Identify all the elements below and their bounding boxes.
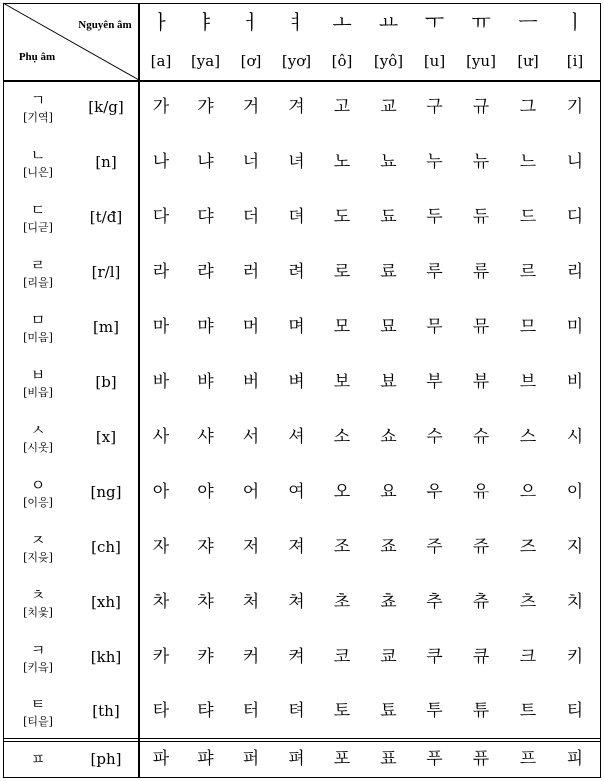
syllable-cell: 츠 (519, 592, 537, 612)
syllable-cell: 어 (242, 482, 260, 502)
syllable-cell: 야 (197, 482, 214, 502)
consonant-romanization: [kh] (90, 648, 122, 666)
syllable-cell: 더 (242, 207, 260, 227)
syllable-cell: 샤 (197, 427, 214, 447)
syllable-cell: 텨 (288, 701, 305, 721)
syllable-cell: 므 (519, 317, 537, 337)
syllable-cell: 파 (152, 749, 170, 769)
syllable-cell: 탸 (197, 701, 214, 721)
consonant-name: [리을] (23, 275, 53, 289)
syllable-cell: 포 (333, 749, 351, 769)
syllable-cell: 크 (519, 647, 537, 667)
syllable-cell: 고 (333, 97, 351, 117)
syllable-cell: 라 (152, 262, 170, 282)
syllable-cell: 다 (152, 207, 170, 227)
syllable-cell: 노 (333, 152, 351, 172)
syllable-cell: 규 (472, 97, 490, 117)
consonant-jamo: ㅋ (30, 640, 46, 659)
syllable-cell: 푸 (426, 749, 443, 769)
consonant-cell (3, 80, 73, 135)
syllable-cell: 추 (426, 592, 443, 612)
syllable-cell: 나 (152, 152, 170, 172)
syllable-cell: 프 (519, 749, 537, 769)
syllable-cell: 조 (333, 537, 351, 557)
vowel-romanization: [ơ] (240, 52, 262, 70)
syllable-cell: 자 (152, 537, 170, 557)
vowel-jamo: ㅠ (471, 10, 491, 34)
syllable-cell: 느 (519, 152, 537, 172)
vowel-jamo: ㅑ (195, 10, 216, 34)
syllable-cell: 이 (566, 482, 584, 502)
separator-rule-bottom (3, 741, 600, 742)
syllable-cell: 브 (519, 372, 537, 392)
syllable-cell: 투 (426, 701, 443, 721)
vowel-romanization: [ư] (517, 52, 539, 70)
syllable-cell: 쥬 (472, 537, 490, 557)
syllable-cell: 퓨 (472, 749, 490, 769)
hangul-syllable-table (3, 3, 601, 778)
consonant-name: [이응] (23, 495, 53, 509)
consonant-cell (3, 245, 73, 300)
syllable-cell: 스 (519, 427, 537, 447)
syllable-cell: 지 (566, 537, 584, 557)
syllable-cell: 캬 (197, 647, 214, 667)
consonant-cell (3, 135, 73, 190)
syllable-cell: 뮤 (472, 317, 490, 337)
syllable-cell: 벼 (288, 372, 305, 392)
syllable-cell: 수 (426, 427, 443, 447)
vowel-jamo: ㅜ (424, 10, 445, 34)
vowel-jamo: ㅓ (241, 10, 261, 34)
consonant-romanization: [xh] (91, 593, 121, 611)
consonant-romanization: [k/g] (88, 98, 124, 116)
syllable-cell: 기 (566, 97, 584, 117)
syllable-cell: 사 (152, 427, 170, 447)
consonant-jamo: ㅊ (30, 585, 46, 604)
syllable-cell: 무 (426, 317, 443, 337)
syllable-cell: 가 (152, 97, 170, 117)
consonant-header-label: Phụ âm (18, 50, 56, 63)
consonant-cell (3, 630, 73, 685)
syllable-cell: 츄 (472, 592, 490, 612)
syllable-cell: 터 (242, 701, 260, 721)
consonant-jamo: ㅌ (30, 694, 46, 713)
consonant-name: [디귿] (23, 220, 53, 234)
consonant-jamo: ㅁ (30, 310, 46, 329)
syllable-cell: 뇨 (380, 152, 397, 172)
consonant-name: [지읒] (23, 550, 53, 564)
syllable-cell: 뉴 (472, 152, 490, 172)
syllable-cell: 여 (288, 482, 305, 502)
syllable-cell: 오 (333, 482, 351, 502)
consonant-jamo: ㄹ (30, 255, 46, 274)
syllable-cell: 뎌 (288, 207, 305, 227)
syllable-cell: 슈 (472, 427, 490, 447)
syllable-cell: 켜 (288, 647, 305, 667)
syllable-cell: 쵸 (380, 592, 397, 612)
vowel-jamo: ㅕ (286, 10, 307, 34)
syllable-cell: 퍄 (197, 749, 214, 769)
vowel-jamo: ㅏ (151, 10, 171, 34)
consonant-cell (3, 743, 73, 776)
syllable-cell: 뷰 (472, 372, 490, 392)
syllable-cell: 커 (242, 647, 260, 667)
syllable-cell: 큐 (472, 647, 490, 667)
syllable-cell: 차 (152, 592, 170, 612)
syllable-cell: 비 (566, 372, 584, 392)
syllable-cell: 냐 (197, 152, 214, 172)
syllable-cell: 구 (426, 97, 443, 117)
syllable-cell: 두 (426, 207, 443, 227)
vowel-romanization: [i] (566, 52, 584, 70)
syllable-cell: 처 (242, 592, 260, 612)
syllable-cell: 녀 (288, 152, 305, 172)
vowel-jamo: ㅡ (518, 10, 538, 34)
consonant-cell (3, 685, 73, 738)
separator-rule-top (3, 738, 600, 739)
consonant-name: [비읍] (23, 385, 53, 399)
syllable-cell: 머 (242, 317, 260, 337)
syllable-cell: 표 (380, 749, 397, 769)
syllable-cell: 셔 (288, 427, 305, 447)
syllable-cell: 티 (566, 701, 584, 721)
consonant-jamo: ㄷ (30, 200, 46, 219)
consonant-cell (3, 300, 73, 355)
syllable-cell: 드 (519, 207, 537, 227)
consonant-jamo: ㄴ (30, 145, 46, 164)
syllable-cell: 며 (288, 317, 305, 337)
syllable-cell: 듀 (472, 207, 490, 227)
syllable-cell: 도 (333, 207, 351, 227)
syllable-cell: 즈 (519, 537, 537, 557)
syllable-cell: 려 (288, 262, 305, 282)
syllable-cell: 루 (426, 262, 443, 282)
syllable-cell: 쟈 (197, 537, 214, 557)
consonant-romanization: [th] (92, 702, 120, 720)
syllable-cell: 트 (519, 701, 537, 721)
syllable-cell: 코 (333, 647, 351, 667)
syllable-cell: 리 (566, 262, 584, 282)
syllable-cell: 툐 (380, 701, 397, 721)
consonant-jamo: ㅇ (30, 475, 46, 494)
syllable-cell: 마 (152, 317, 170, 337)
syllable-cell: 그 (519, 97, 537, 117)
vowel-jamo: ㅛ (378, 10, 399, 34)
syllable-cell: 치 (566, 592, 584, 612)
syllable-cell: 부 (426, 372, 443, 392)
syllable-cell: 로 (333, 262, 351, 282)
consonant-romanization: [ph] (90, 750, 122, 768)
syllable-cell: 쿄 (380, 647, 397, 667)
syllable-cell: 겨 (288, 97, 305, 117)
consonant-romanization: [t/đ] (89, 208, 123, 226)
vowel-jamo: ㅗ (332, 10, 352, 34)
consonant-romanization: [n] (95, 153, 117, 171)
syllable-cell: 우 (426, 482, 443, 502)
consonant-name: [치읓] (23, 605, 53, 619)
vowel-romanization: [a] (150, 52, 172, 70)
syllable-cell: 교 (380, 97, 397, 117)
vowel-romanization: [yơ] (281, 52, 312, 70)
vowel-romanization: [yô] (373, 52, 404, 70)
syllable-cell: 누 (426, 152, 443, 172)
vowel-romanization: [ô] (331, 52, 353, 70)
vowel-jamo: ㅣ (565, 10, 585, 34)
syllable-cell: 버 (242, 372, 260, 392)
syllable-cell: 보 (333, 372, 351, 392)
syllable-cell: 펴 (288, 749, 305, 769)
syllable-cell: 묘 (380, 317, 397, 337)
syllable-cell: 댜 (197, 207, 214, 227)
syllable-cell: 카 (152, 647, 170, 667)
consonant-cell (3, 575, 73, 630)
syllable-cell: 쳐 (288, 592, 305, 612)
consonant-romanization: [ch] (91, 538, 121, 556)
syllable-cell: 서 (242, 427, 260, 447)
syllable-cell: 모 (333, 317, 351, 337)
syllable-cell: 튜 (472, 701, 490, 721)
syllable-cell: 키 (566, 647, 584, 667)
syllable-cell: 주 (426, 537, 443, 557)
syllable-cell: 갸 (197, 97, 214, 117)
syllable-cell: 죠 (380, 537, 397, 557)
consonant-romanization: [x] (95, 428, 117, 446)
consonant-name: [키읔] (23, 660, 53, 674)
consonant-cell (3, 520, 73, 575)
vowel-header-label: Nguyên âm (78, 18, 132, 31)
syllable-cell: 퍼 (242, 749, 260, 769)
syllable-cell: 뱌 (197, 372, 214, 392)
consonant-jamo: ㄱ (30, 90, 46, 109)
consonant-cell (3, 355, 73, 410)
syllable-cell: 니 (566, 152, 584, 172)
syllable-cell: 초 (333, 592, 351, 612)
consonant-romanization: [m] (93, 318, 119, 336)
syllable-cell: 쇼 (380, 427, 397, 447)
syllable-cell: 유 (472, 482, 490, 502)
syllable-cell: 너 (242, 152, 260, 172)
consonant-name: [티읕] (23, 714, 53, 728)
syllable-cell: 요 (380, 482, 397, 502)
syllable-cell: 시 (566, 427, 584, 447)
syllable-cell: 류 (472, 262, 490, 282)
consonant-romanization: [r/l] (91, 263, 121, 281)
syllable-cell: 르 (519, 262, 537, 282)
syllable-cell: 됴 (380, 207, 397, 227)
syllable-cell: 으 (519, 482, 537, 502)
syllable-cell: 쿠 (426, 647, 443, 667)
vowel-romanization: [yu] (466, 52, 496, 70)
consonant-jamo: ㅅ (30, 420, 46, 439)
consonant-name: [시옷] (23, 440, 53, 454)
consonant-romanization: [ng] (90, 483, 122, 501)
syllable-cell: 저 (242, 537, 260, 557)
syllable-cell: 러 (242, 262, 260, 282)
syllable-cell: 토 (333, 701, 351, 721)
syllable-cell: 소 (333, 427, 351, 447)
syllable-cell: 뵤 (380, 372, 397, 392)
syllable-cell: 챠 (197, 592, 214, 612)
syllable-cell: 거 (242, 97, 260, 117)
syllable-cell: 바 (152, 372, 170, 392)
syllable-cell: 피 (566, 749, 584, 769)
consonant-name: [미음] (23, 330, 53, 344)
syllable-cell: 미 (566, 317, 584, 337)
syllable-cell: 타 (152, 701, 170, 721)
syllable-cell: 디 (566, 207, 584, 227)
consonant-cell (3, 190, 73, 245)
consonant-cell (3, 465, 73, 520)
consonant-name: [니은] (23, 165, 53, 179)
consonant-romanization: [b] (95, 373, 117, 391)
consonant-jamo: ㅍ (30, 750, 46, 768)
syllable-cell: 먀 (197, 317, 214, 337)
syllable-cell: 랴 (197, 262, 214, 282)
consonant-name: [기역] (23, 110, 53, 124)
consonant-jamo: ㅈ (30, 530, 46, 549)
consonant-cell (3, 410, 73, 465)
syllable-cell: 아 (152, 482, 170, 502)
vowel-romanization: [u] (423, 52, 446, 70)
vowel-romanization: [ya] (190, 52, 221, 70)
consonant-jamo: ㅂ (30, 365, 46, 384)
syllable-cell: 료 (380, 262, 397, 282)
syllable-cell: 져 (288, 537, 305, 557)
